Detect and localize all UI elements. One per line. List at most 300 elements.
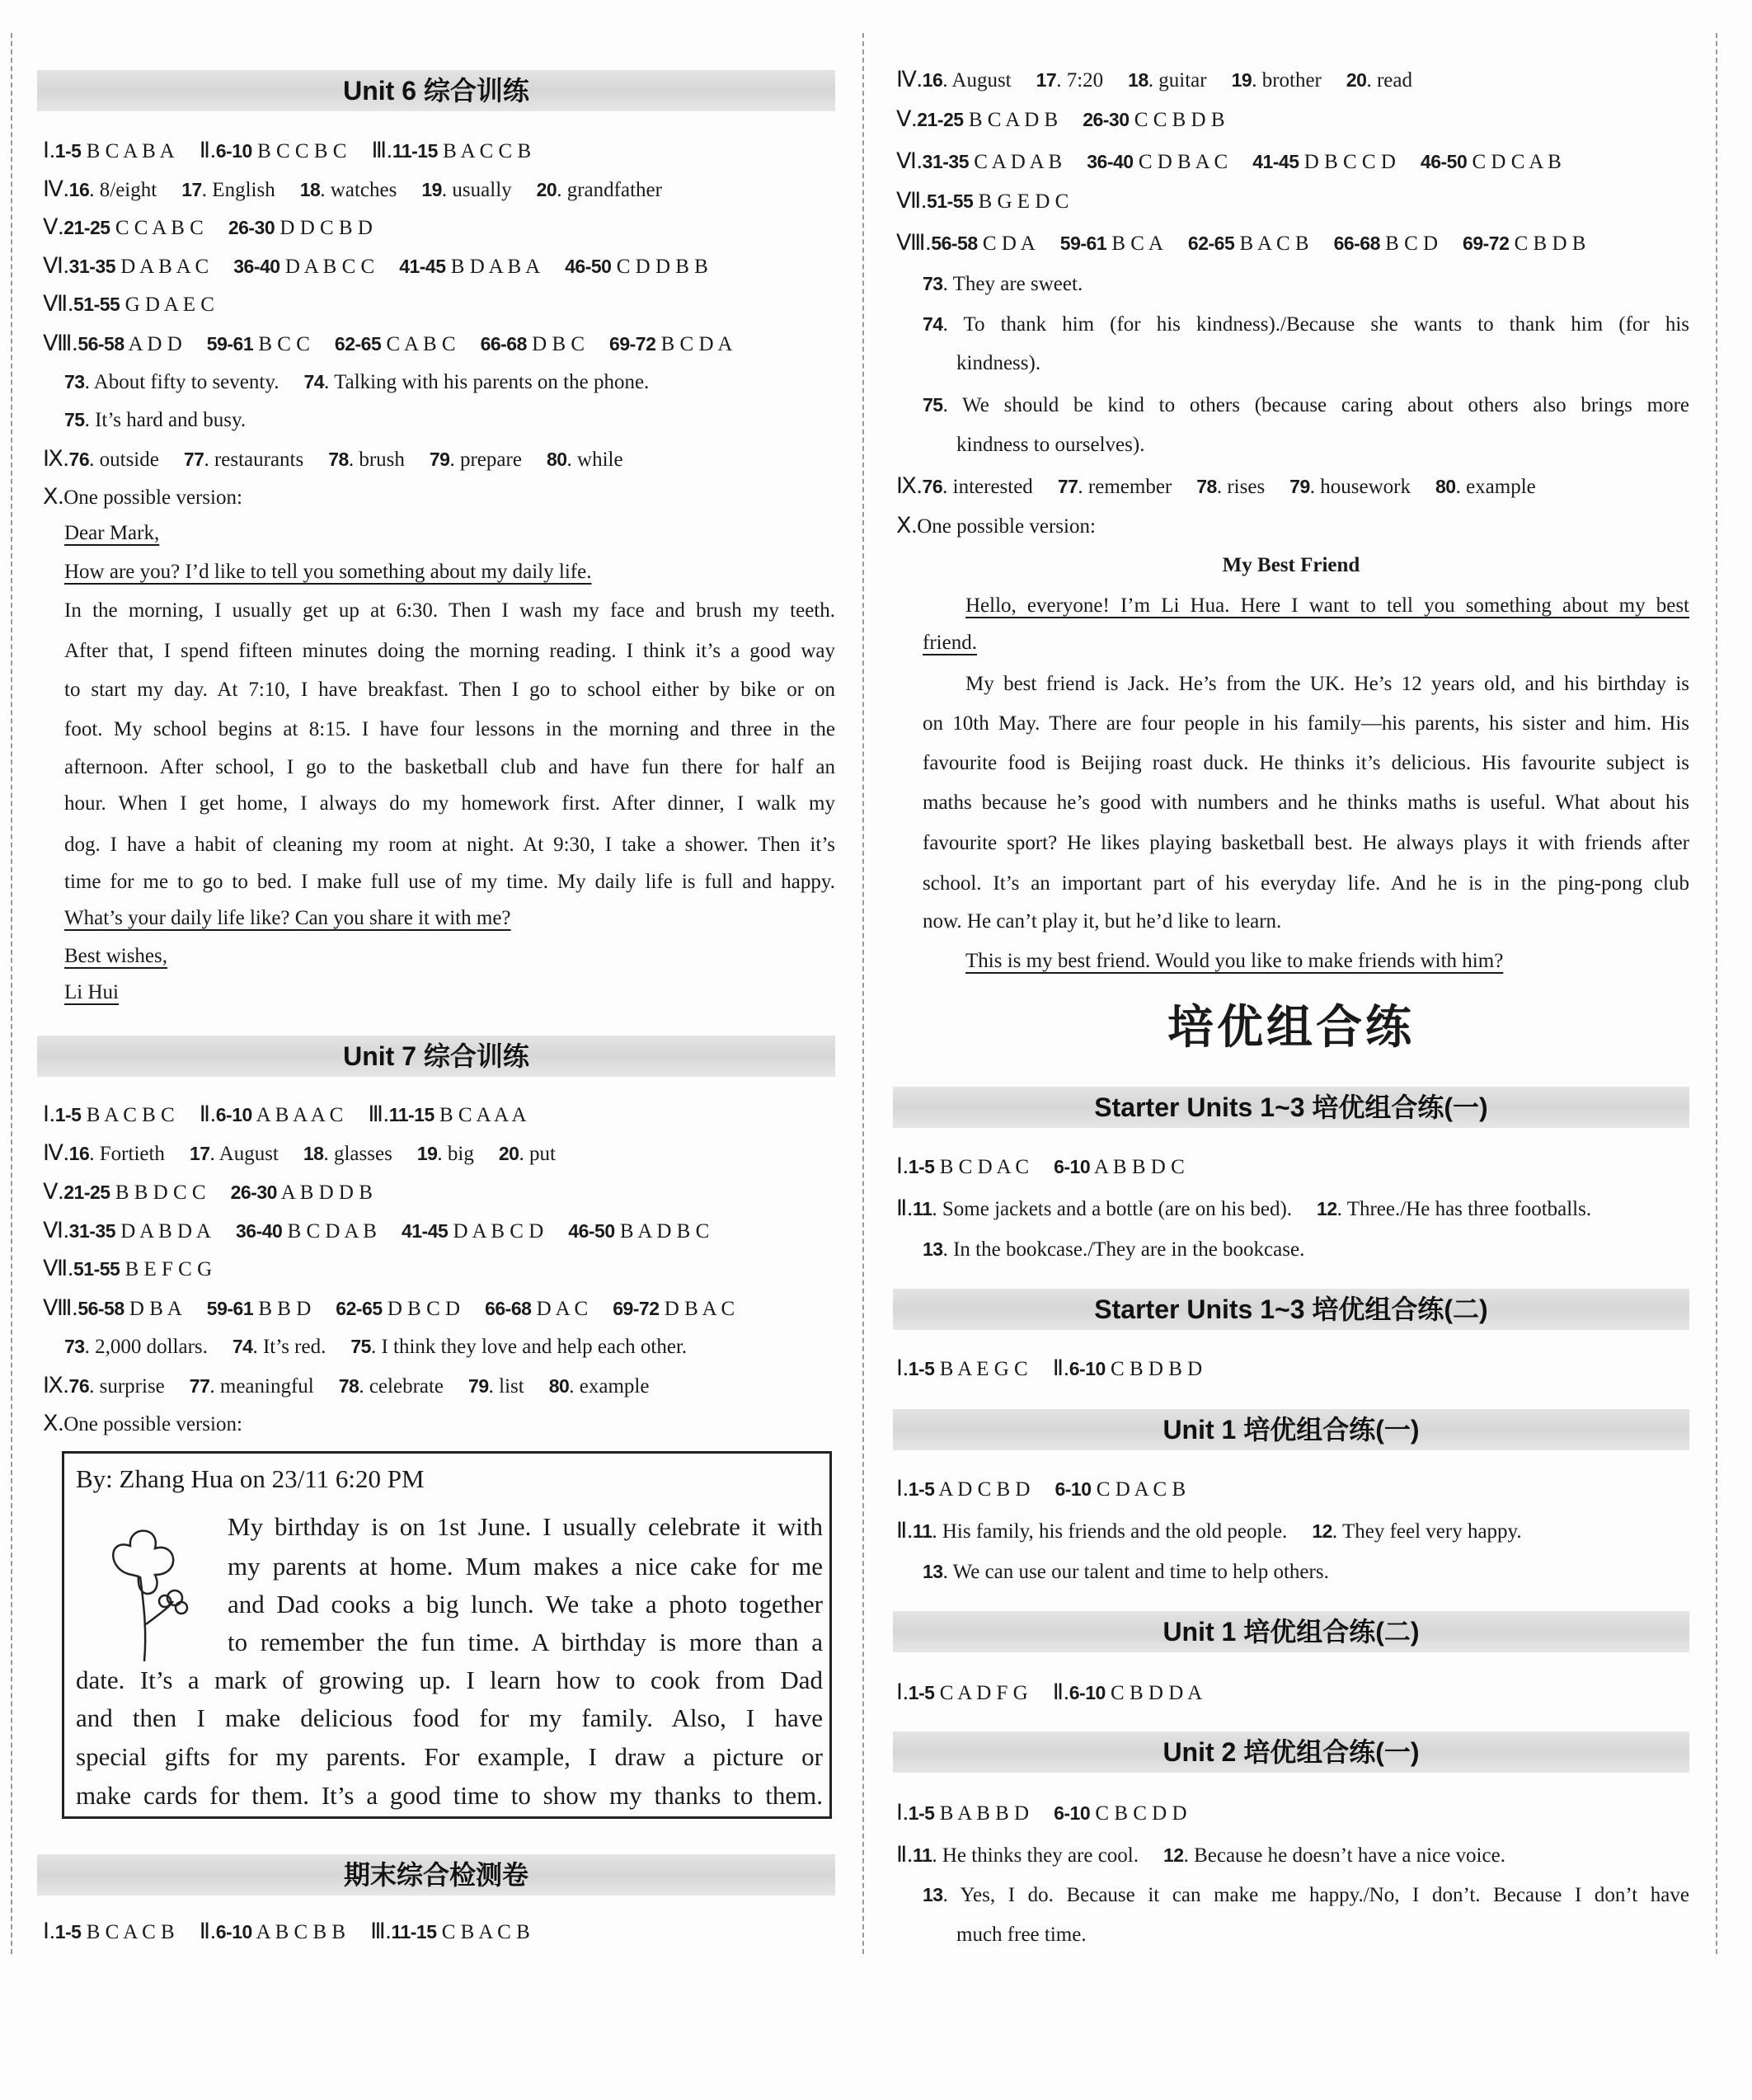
section-header: Unit 6 综合训练 [37,70,835,111]
section-numeral: Ⅱ. [199,1919,216,1943]
section-numeral: Ⅶ. [896,188,927,213]
question-number: 36-40 [1087,151,1134,172]
answer-line [43,130,531,170]
question-number: 12 [1317,1198,1337,1219]
essay-line [64,591,835,631]
answer-text: . brother [1252,69,1322,92]
answer-text: . To thank him (for his kindness)./Because she wants to thank him (for his [942,313,1689,336]
answer-line [43,1403,242,1443]
answer-text: B D A B A [445,256,541,278]
answer-text: D A C [531,1298,589,1320]
question-number: 31-35 [68,1220,115,1242]
section-header: Starter Units 1~3 培优组合练(二) [893,1289,1689,1330]
section-numeral: Ⅳ. [43,176,69,201]
question-number: 12 [1312,1520,1332,1542]
answer-text: . restaurants [204,449,304,471]
answer-text: . I think they love and help each other. [370,1336,688,1358]
answer-line [896,1146,1185,1186]
column-divider [11,33,12,1954]
section-numeral: Ⅴ. [896,106,918,131]
section-numeral: Ⅸ. [896,473,923,498]
answer-text: A B A A C [251,1104,344,1126]
essay-line [923,864,1689,904]
answer-text: . put [519,1143,556,1165]
answer-line [43,1133,556,1172]
essay-line [64,973,119,1012]
essay-text: Dear Mark, [64,522,160,544]
section-header: Unit 2 培优组合练(一) [893,1731,1689,1773]
answer-text: . outside [89,449,159,471]
section-numeral: Ⅳ. [896,67,923,92]
question-number: 56-58 [931,233,978,254]
answer-text: C A D A B [968,151,1063,173]
essay-text: kindness to ourselves). [956,434,1145,456]
question-number: 77 [189,1375,210,1397]
answer-line [896,141,1562,181]
answer-text: B A D B C [614,1220,710,1243]
answer-text: . example [569,1375,650,1398]
answer-text: . surprise [89,1375,165,1398]
answer-text: One possible version: [63,486,242,509]
question-number: 19 [1231,69,1252,91]
answer-line [896,223,1585,262]
answer-line [923,385,1689,425]
answer-text: B C A [1106,233,1163,255]
answer-text: . prepare [449,449,522,471]
blog-line: my parents at home. Mum makes a nice cake for me [228,1552,823,1581]
question-number: 62-65 [334,333,382,355]
question-number: 21-25 [63,217,110,238]
question-number: 6-10 [215,1104,252,1125]
essay-line [64,899,511,938]
question-number: 1-5 [908,1682,935,1703]
question-number: 73 [64,1336,85,1357]
question-number: 77 [183,449,204,470]
question-number: 11-15 [391,1921,437,1943]
section-numeral: Ⅱ. [199,1102,216,1126]
answer-text: D B C C D [1299,151,1396,173]
question-number: 79 [429,449,450,470]
answer-text: . Fortieth [89,1143,165,1165]
answer-text: . usually [441,179,512,201]
answer-line [896,1348,1202,1388]
section-numeral: Ⅱ. [896,1842,914,1867]
blog-line: to remember the fun time. A birthday is more than a [228,1628,823,1656]
answer-line [896,1792,1187,1832]
answer-text: B A C C B [437,140,532,162]
section-numeral: Ⅰ. [896,1476,909,1501]
answer-line [896,466,1536,505]
question-number: 59-61 [1059,233,1107,254]
question-number: 17 [1036,69,1057,91]
answer-line [43,439,623,478]
answer-line [923,264,1083,303]
answer-text: . guitar [1148,69,1207,92]
answer-text: . Yes, I do. Because it can make me happy./No, I don’t. Because I don’t have [942,1884,1689,1906]
question-number: 79 [468,1375,489,1397]
section-numeral: Ⅰ. [43,1102,55,1126]
answer-text: . brush [348,449,405,471]
answer-text: B A B B D [934,1802,1030,1825]
answer-line [896,505,1096,545]
answer-line [43,1365,649,1405]
answer-text: B G E D C [973,190,1069,213]
answer-line [64,362,649,402]
question-number: 18 [1128,69,1148,91]
blog-line: make cards for them. It’s a good time to show my thanks to them. [76,1781,823,1810]
answer-text: . Some jackets and a bottle (are on his bed). [932,1198,1293,1220]
question-number: 69-72 [613,1298,660,1319]
blog-line: My birthday is on 1st June. I usually celebrate it with [228,1512,823,1541]
answer-line [923,304,1689,344]
essay-line [923,744,1689,783]
answer-text: D B C D [382,1298,461,1320]
blog-line: and then I make delicious food for my family. Also, I have [76,1703,823,1732]
essay-text: now. He can’t play it, but he’d like to learn. [923,910,1282,933]
answer-line [43,1248,212,1288]
essay-text: school. It’s an important part of his everyday life. And he is in the ping-pong club [923,872,1689,895]
answer-line [43,1911,530,1951]
answer-line [896,1468,1186,1508]
question-number: 51-55 [73,294,120,315]
question-number: 78 [338,1375,359,1397]
answer-text: B B D [253,1298,312,1320]
answer-text: . English [201,179,275,201]
essay-text: kindness). [956,352,1041,374]
essay-text: My best friend is Jack. He’s from the UK. He’s 12 years old, and his birthday is [965,673,1689,695]
question-number: 21-25 [63,1182,110,1203]
blog-line: and Dad cooks a big lunch. We take a photo together [228,1590,823,1618]
section-numeral: Ⅱ. [1052,1680,1069,1704]
section-numeral: Ⅹ. [43,484,64,509]
question-number: 1-5 [908,1156,935,1177]
answer-text: A B B D C [1090,1156,1185,1178]
answer-line [43,323,732,363]
answer-line [896,59,1412,99]
section-numeral: Ⅰ. [896,1800,909,1825]
answer-text: B A C B C [81,1104,175,1126]
answer-text: C D B A C [1133,151,1228,173]
question-number: 31-35 [922,151,969,172]
question-number: 74 [923,313,943,335]
answer-text: . Because he doesn’t have a nice voice. [1183,1844,1505,1867]
question-number: 6-10 [1054,1802,1091,1824]
answer-text: A B D D B [276,1182,373,1204]
answer-text: . grandfather [557,179,662,201]
essay-line [965,665,1689,704]
question-number: 73 [923,273,943,294]
question-number: 26-30 [1083,109,1130,130]
section-numeral: Ⅷ. [43,331,78,355]
section-header: 期末综合检测卷 [37,1854,835,1896]
question-number: 18 [303,1143,324,1164]
question-number: 78 [328,449,349,470]
answer-text: D A B C C [279,256,375,278]
section-numeral: Ⅳ. [43,1140,69,1165]
question-number: 69-72 [1463,233,1510,254]
section-numeral: Ⅰ. [896,1680,909,1704]
answer-line [896,1510,1522,1550]
essay-line [64,825,835,865]
answer-text: C D D B B [611,256,708,278]
answer-text: . glasses [323,1143,392,1165]
question-number: 76 [68,1375,90,1397]
blog-line: date. It’s a mark of growing up. I learn how to cook from Dad [76,1665,823,1694]
essay-text: This is my best friend. Would you like to make friends with him? [965,950,1504,972]
answer-text: . They feel very happy. [1332,1520,1522,1543]
answer-text: One possible version: [63,1413,242,1435]
question-number: 80 [1435,476,1456,497]
question-number: 17 [189,1143,210,1164]
essay-text: much free time. [956,1924,1087,1946]
flower-icon [99,1525,198,1665]
essay-line [64,710,835,749]
question-number: 41-45 [1252,151,1299,172]
question-number: 74 [232,1336,253,1357]
answer-line [64,1327,687,1366]
answer-text: . while [566,449,623,471]
question-number: 75 [923,394,943,416]
answer-text: B C A D B [963,109,1059,131]
section-numeral: Ⅲ. [368,1102,389,1126]
question-number: 18 [299,179,321,200]
section-numeral: Ⅵ. [896,148,923,173]
answer-text: C B C D D [1090,1802,1187,1825]
essay-text: time for me to go to bed. I make full use of my time. My daily life is full and happy. [64,871,835,893]
question-number: 16 [68,179,90,200]
answer-text: D A B D A [115,1220,211,1243]
question-number: 20 [1346,69,1367,91]
section-numeral: Ⅱ. [1052,1355,1069,1380]
question-number: 74 [303,371,325,392]
answer-text: C B A C B [436,1921,530,1943]
essay-line [64,937,167,976]
question-number: 56-58 [78,333,124,355]
question-number: 13 [923,1884,943,1905]
essay-line [956,425,1144,465]
answer-text: . remember [1078,476,1172,498]
question-number: 59-61 [206,333,254,355]
question-number: 13 [923,1238,943,1260]
answer-text: C B D D A [1105,1682,1203,1704]
question-number: 46-50 [565,256,612,277]
essay-line [64,862,835,902]
question-number: 59-61 [206,1298,254,1319]
section-numeral: Ⅸ. [43,446,69,471]
question-number: 16 [922,69,943,91]
answer-text: D A B C D [448,1220,544,1243]
question-number: 75 [350,1336,371,1357]
answer-text: B C D A C [934,1156,1030,1178]
question-number: 51-55 [926,190,974,212]
question-number: 6-10 [1069,1682,1106,1703]
answer-text: C B D B [1509,233,1586,255]
answer-text: B B D C C [110,1182,206,1204]
essay-text: hour. When I get home, I always do my homework first. After dinner, I walk my [64,792,835,815]
essay-text: to start my day. At 7:10, I have breakfast. Then I go to school either by bike or on [64,679,835,701]
answer-line [64,400,246,439]
essay-text: maths because he’s good with numbers and he thinks maths is useful. What about his [923,792,1689,814]
answer-line [43,207,373,247]
answer-text: . His family, his friends and the old people. [932,1520,1288,1543]
answer-text: . list [488,1375,524,1398]
answer-text: D D C B D [275,217,373,239]
answer-line [896,99,1225,139]
question-number: 1-5 [54,1104,82,1125]
essay-text: friend. [923,632,977,654]
section-numeral: Ⅹ. [43,1411,64,1435]
answer-text: . watches [320,179,397,201]
section-numeral: Ⅷ. [43,1295,78,1320]
answer-line [43,284,214,323]
answer-line [43,246,708,285]
essay-text: Best wishes, [64,945,167,967]
answer-text: B E F C G [120,1258,213,1280]
question-number: 19 [421,179,442,200]
question-number: 12 [1163,1844,1184,1866]
answer-text: . big [437,1143,474,1165]
answer-text: B C D A B [282,1220,377,1243]
essay-line [965,586,1689,626]
answer-text: . 7:20 [1056,69,1104,92]
essay-line [64,514,159,553]
question-number: 16 [68,1143,90,1164]
question-number: 26-30 [228,217,275,238]
essay-text: afternoon. After school, I go to the basketball club and have fun there for half an [64,756,835,778]
essay-line [64,748,835,787]
essay-line [64,784,835,824]
answer-text: A D D [124,333,182,355]
essay-text: After that, I spend fifteen minutes doing the morning reading. I think it’s a good way [64,640,835,662]
essay-text: What’s your daily life like? Can you share it with me? [64,907,511,929]
section-numeral: Ⅸ. [43,1373,69,1398]
essay-line [923,824,1689,863]
section-numeral: Ⅹ. [896,513,918,538]
section-numeral: Ⅱ. [199,138,216,162]
answer-text: . meaningful [209,1375,314,1398]
question-number: 80 [548,1375,570,1397]
question-number: 41-45 [401,1220,449,1242]
essay-text: foot. My school begins at 8:15. I have four lessons in the morning and three in the [64,718,835,740]
answer-line [43,477,242,516]
answer-text: A D C B D [934,1478,1031,1501]
answer-text: . interested [942,476,1033,498]
question-number: 31-35 [68,256,115,277]
question-number: 19 [416,1143,438,1164]
answer-text: C C B D B [1129,109,1225,131]
answer-text: D B A [124,1298,182,1320]
answer-text: B A E G C [934,1358,1028,1380]
question-number: 78 [1196,476,1217,497]
answer-line [43,1288,735,1327]
question-number: 20 [498,1143,519,1164]
essay-text: Hello, everyone! I’m Li Hua. Here I want to tell you something about my best [965,594,1689,617]
question-number: 6-10 [1054,1478,1092,1500]
answer-text: One possible version: [917,515,1096,538]
answer-text: B C D [1379,233,1439,255]
question-number: 36-40 [236,1220,283,1242]
answer-text: B A C B [1234,233,1309,255]
essay-title: My Best Friend [1222,554,1360,576]
answer-text: B C A A A [434,1104,527,1126]
section-title: 培优组合练 [1167,1001,1415,1053]
answer-text: B C C B C [251,140,347,162]
answer-text: . It’s hard and busy. [84,409,247,431]
question-number: 69-72 [609,333,656,355]
section-numeral: Ⅴ. [43,1179,64,1204]
question-number: 46-50 [568,1220,615,1242]
question-number: 75 [64,409,85,430]
question-number: 6-10 [1054,1156,1091,1177]
question-number: 6-10 [215,140,252,162]
answer-text: C B D B D [1105,1358,1203,1380]
answer-line [896,181,1069,220]
essay-line [923,623,977,663]
question-number: 1-5 [908,1358,935,1379]
essay-text: on 10th May. There are four people in his family—his parents, his sister and him. His [923,712,1689,735]
section-header: Unit 1 培优组合练(二) [893,1611,1689,1652]
question-number: 66-68 [480,333,527,355]
answer-text: . August [209,1143,279,1165]
answer-text: G D A E C [120,294,214,316]
essay-line [923,902,1281,942]
answer-text: . In the bookcase./They are in the bookcase. [942,1238,1305,1261]
answer-text: B C D A [655,333,733,355]
answer-text: . Talking with his parents on the phone. [324,371,650,393]
answer-text: C D A [977,233,1036,255]
section-numeral: Ⅰ. [43,1919,55,1943]
essay-text: favourite food is Beijing roast duck. He thinks it’s delicious. His favourite subject is [923,752,1689,774]
question-number: 11 [913,1198,932,1219]
answer-text: . housework [1309,476,1411,498]
question-number: 51-55 [73,1258,120,1280]
answer-line [923,1552,1329,1591]
column-divider [1716,33,1717,1954]
essay-line [923,783,1689,823]
answer-line [43,1172,373,1211]
essay-text: Li Hui [64,981,119,1003]
answer-text: . 8/eight [89,179,157,201]
question-number: 1-5 [54,140,82,162]
essay-line [923,704,1689,744]
essay-line [965,942,1503,981]
answer-line [923,1875,1689,1914]
question-number: 20 [536,179,557,200]
answer-text: . August [942,69,1012,92]
answer-line [896,1672,1202,1712]
answer-text: . Three./He has three footballs. [1336,1198,1592,1220]
answer-text: C D A C B [1091,1478,1186,1501]
question-number: 41-45 [399,256,446,277]
answer-text: . 2,000 dollars. [84,1336,208,1358]
essay-line [64,632,835,671]
question-number: 66-68 [1333,233,1380,254]
column-divider [862,33,864,1954]
question-number: 62-65 [1187,233,1235,254]
question-number: 11 [913,1520,932,1542]
question-number: 76 [68,449,90,470]
section-numeral: Ⅶ. [43,1256,73,1280]
question-number: 1-5 [908,1802,935,1824]
section-numeral: Ⅰ. [896,1355,909,1380]
question-number: 62-65 [336,1298,383,1319]
essay-line [956,1915,1087,1955]
answer-text: B C C [253,333,310,355]
question-number: 76 [922,476,943,497]
question-number: 36-40 [233,256,280,277]
question-number: 46-50 [1420,151,1468,172]
section-numeral: Ⅶ. [43,291,73,316]
